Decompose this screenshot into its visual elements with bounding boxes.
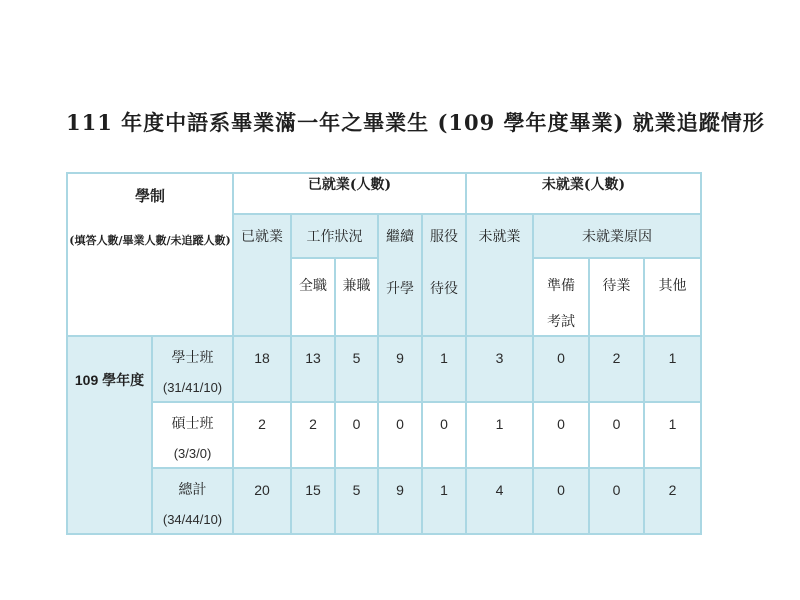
header-cell-unemployed-reason: 未就業原因	[533, 214, 701, 258]
data-cell: 9	[378, 336, 422, 402]
data-cell: 9	[378, 468, 422, 534]
row-label-total: 總計 (34/44/10)	[152, 468, 233, 534]
table-row-bachelor	[67, 336, 701, 402]
header-cell-unemployed: 未就業	[466, 214, 533, 336]
data-cell: 1	[422, 336, 466, 402]
data-cell: 0	[589, 468, 644, 534]
data-cell: 18	[233, 336, 291, 402]
header-cell-employed: 已就業	[233, 214, 291, 336]
row-label-bachelor: 學士班 (31/41/10)	[152, 336, 233, 402]
program-note: (填答人數/畢業人數/未追蹤人數)	[69, 234, 231, 247]
header-cell-program	[67, 173, 233, 336]
data-cell: 5	[335, 468, 378, 534]
data-cell: 1	[644, 336, 701, 402]
header-cell-job-seeking: 待業	[589, 258, 644, 336]
year-label-cell: 109 學年度	[67, 336, 152, 534]
program-label: 學制	[135, 187, 166, 205]
header-cell-further-study: 繼續 升學	[378, 214, 422, 336]
data-cell: 0	[533, 468, 589, 534]
data-cell: 4	[466, 468, 533, 534]
data-cell: 20	[233, 468, 291, 534]
header-cell-exam-prep: 準備 考試	[533, 258, 589, 336]
data-cell: 13	[291, 336, 335, 402]
header-cell-work-status: 工作狀況	[291, 214, 378, 258]
employment-tracking-table	[66, 172, 702, 535]
header-cell-full-time: 全職	[291, 258, 335, 336]
data-cell: 2	[233, 402, 291, 468]
data-cell: 0	[589, 402, 644, 468]
header-cell-employed-group: 已就業(人數)	[233, 173, 466, 214]
header-cell-other: 其他	[644, 258, 701, 336]
data-cell: 15	[291, 468, 335, 534]
header-row-groups	[67, 173, 701, 214]
table-row-total	[67, 468, 701, 534]
table-row-master	[67, 402, 701, 468]
data-cell: 0	[378, 402, 422, 468]
data-cell: 5	[335, 336, 378, 402]
page-title: 111 年度中語系畢業滿一年之畢業生 (109 學年度畢業) 就業追蹤情形	[66, 110, 765, 135]
data-cell: 0	[533, 336, 589, 402]
data-cell: 1	[644, 402, 701, 468]
data-cell: 2	[291, 402, 335, 468]
data-cell: 1	[422, 468, 466, 534]
row-label-master: 碩士班 (3/3/0)	[152, 402, 233, 468]
data-cell: 0	[335, 402, 378, 468]
data-cell: 2	[589, 336, 644, 402]
data-cell: 0	[533, 402, 589, 468]
data-cell: 1	[466, 402, 533, 468]
header-cell-military-service: 服役 待役	[422, 214, 466, 336]
data-cell: 3	[466, 336, 533, 402]
data-cell: 2	[644, 468, 701, 534]
header-cell-unemployed-group: 未就業(人數)	[466, 173, 701, 214]
data-cell: 0	[422, 402, 466, 468]
header-cell-part-time: 兼職	[335, 258, 378, 336]
